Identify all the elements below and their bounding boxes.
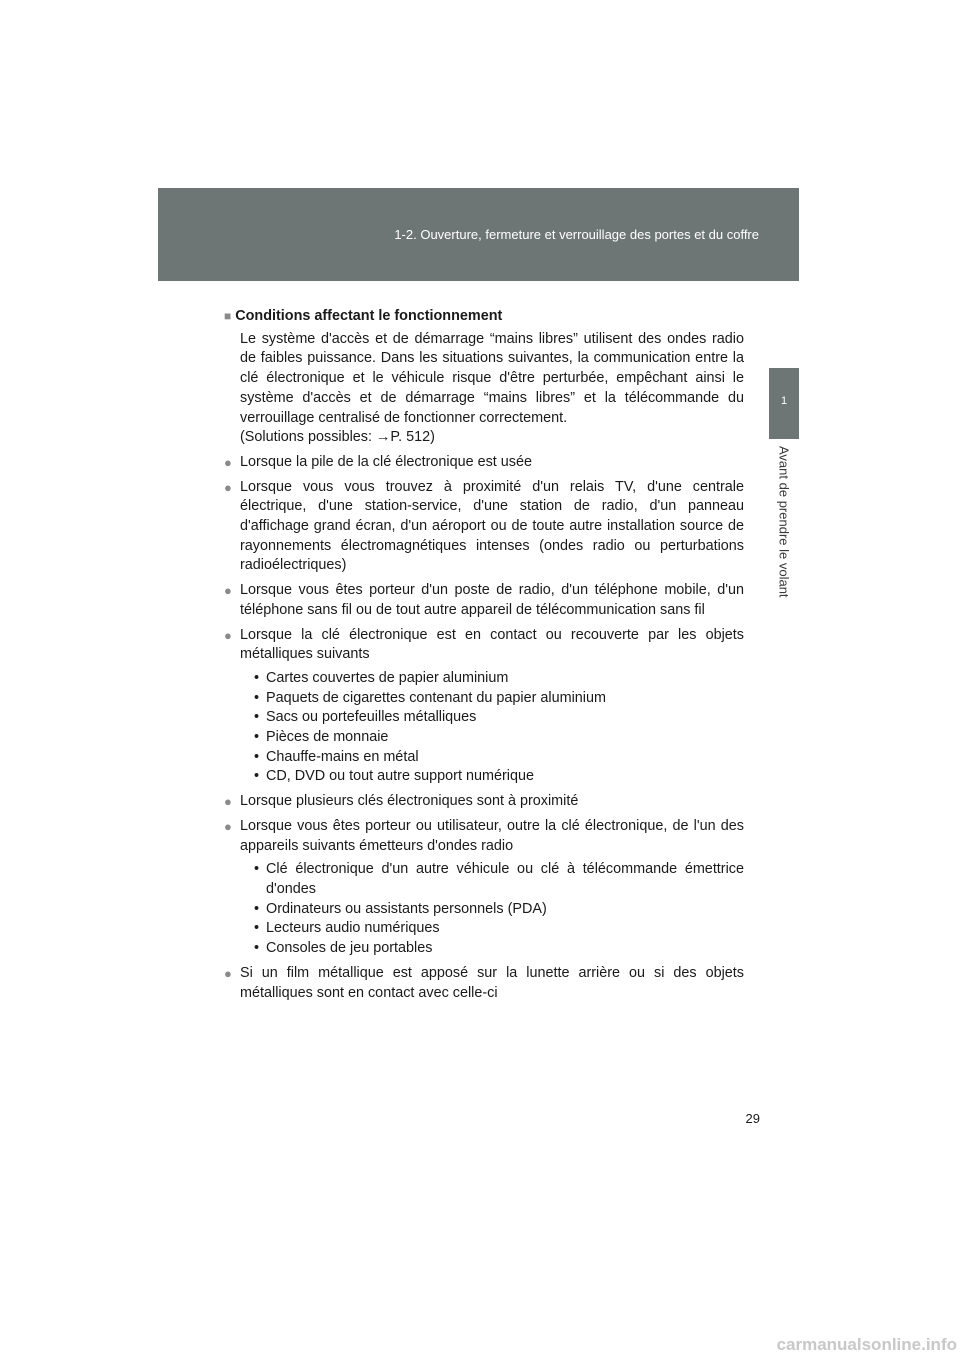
circle-bullet-icon: ● [224,965,232,981]
list-item [224,478,744,577]
circle-bullet-icon: ● [224,583,232,599]
list-item [224,581,744,620]
header-band [158,188,799,281]
list-item [224,964,744,1003]
list-item [224,626,744,665]
circle-bullet-icon: ● [224,479,232,495]
circle-bullet-icon: ● [224,454,232,470]
header-section-title: 1-2. Ouverture, fermeture et verrouillage des portes et du coffre [394,227,759,242]
sublist-item: • Lecteurs audio numériques [254,920,440,937]
section-intro: Le système d'accès et de démarrage “mains libres” utilisent des ondes radio de faibles puissance. Dans les situations suivantes, la communication entre la clé électronique et le véhicule risque d'être perturbée, empêchant ainsi le système d'accès et de démarrage “mains libres” et la télécommande du verrouillage centralisé de fonctionner correctement. [240,330,744,426]
list-item-text: Lorsque vous vous trouvez à proximité d'un relais TV, d'une centrale électrique, d'une station-service, d'une station de radio, d'un panneau d'affichage grand écran, d'un aéroport ou de toute autre installation source de rayonnements électromagnétiques intenses (ondes radio ou perturbations radioélectriques) [240,478,744,574]
sublist-item: • Consoles de jeu portables [254,940,433,957]
sublist-item: • Ordinateurs ou assistants personnels (PDA) [254,900,547,917]
sublist-item: • Sacs ou portefeuilles métalliques [254,709,477,726]
list-item [224,453,744,473]
section-heading [224,307,744,327]
list-item [224,792,744,812]
list-item [224,817,744,856]
chapter-number: 1 [780,395,788,407]
circle-bullet-icon: ● [224,794,232,810]
metal-objects-list [254,669,744,787]
square-bullet-icon: ■ [224,309,232,323]
chapter-tab [769,368,799,439]
list-item-text: Lorsque la pile de la clé électronique est usée [240,453,533,470]
circle-bullet-icon: ● [224,627,232,643]
sublist-item: • CD, DVD ou tout autre support numérique [254,768,534,785]
watermark: carmanualsonline.info [776,1335,957,1354]
page-content [224,307,744,1003]
list-item-text: Si un film métallique est apposé sur la lunette arrière ou si des objets métalliques sont en contact avec celle-ci [240,964,744,1001]
list-item-text: Lorsque plusieurs clés électroniques sont à proximité [240,793,579,810]
radio-devices-list [254,860,744,959]
page-number: 29 [745,1111,760,1126]
sublist-item: • Cartes couvertes de papier aluminium [254,669,509,686]
chapter-label: Avant de prendre le volant [776,446,792,598]
circle-bullet-icon: ● [224,818,232,834]
sublist-item: • Clé électronique d'un autre véhicule ou clé à télécommande émettrice d'ondes [254,861,744,897]
list-item-text: Lorsque vous êtes porteur d'un poste de radio, d'un téléphone mobile, d'un téléphone sans fil ou de tout autre appareil de télécommunication sans fil [240,582,744,618]
list-item-text: Lorsque la clé électronique est en contact ou recouverte par les objets métalliques suivants [240,626,744,663]
solutions-reference: (Solutions possibles: →P. 512) [240,429,435,446]
sublist-item: • Chauffe-mains en métal [254,748,419,765]
list-item-text: Lorsque vous êtes porteur ou utilisateur, outre la clé électronique, de l'un des appareils suivants émetteurs d'ondes radio [240,817,744,854]
sublist-item: • Paquets de cigarettes contenant du papier aluminium [254,689,606,706]
sublist-item: • Pièces de monnaie [254,729,389,746]
section-title: Conditions affectant le fonctionnement [235,308,503,324]
